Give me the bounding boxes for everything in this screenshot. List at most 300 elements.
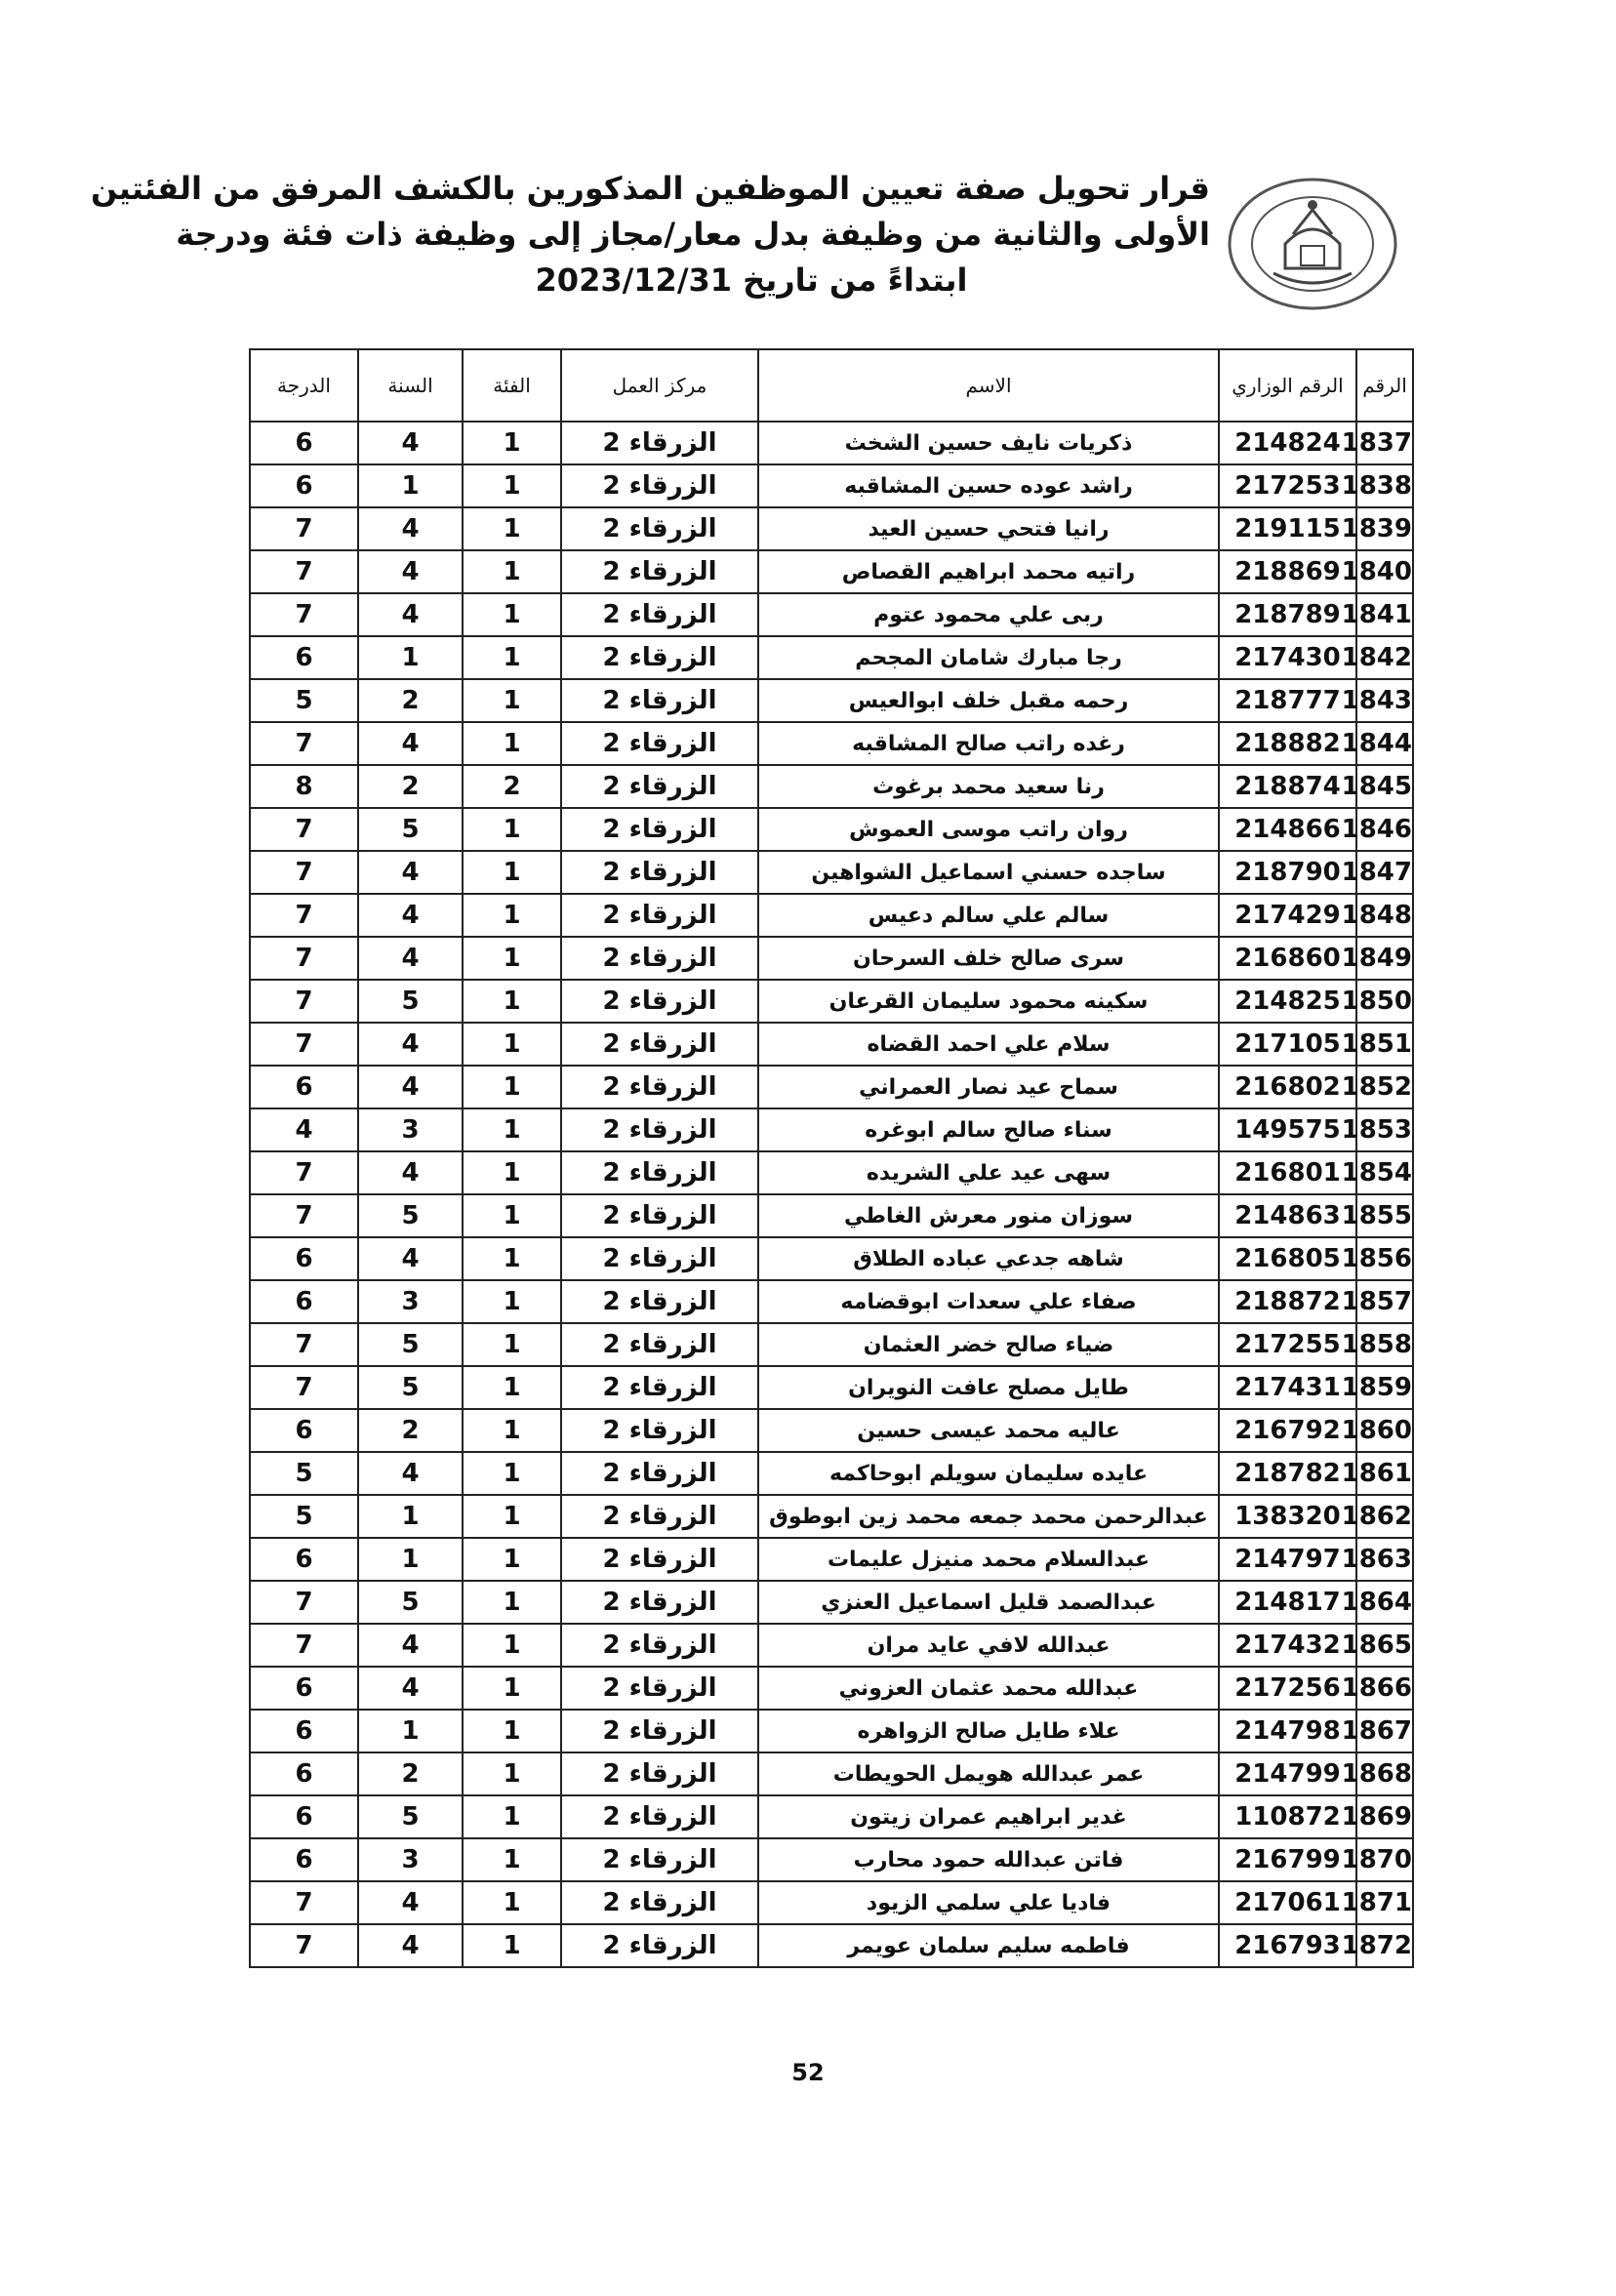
cell-workplace: الزرقاء 2 [561, 1066, 758, 1108]
cell-number: 1860 [1356, 1409, 1413, 1452]
cell-workplace: الزرقاء 2 [561, 1237, 758, 1280]
cell-year: 4 [358, 1624, 463, 1667]
cell-workplace: الزرقاء 2 [561, 808, 758, 851]
cell-grade: 7 [250, 980, 358, 1023]
cell-grade: 6 [250, 1752, 358, 1795]
cell-name: ضياء صالح خضر العثمان [758, 1323, 1219, 1366]
cell-grade: 6 [250, 422, 358, 464]
cell-ministry-id: 216802 [1219, 1066, 1356, 1108]
cell-grade: 7 [250, 808, 358, 851]
cell-category: 1 [463, 1323, 561, 1366]
cell-number: 1848 [1356, 894, 1413, 937]
cell-number: 1866 [1356, 1667, 1413, 1710]
cell-year: 4 [358, 1023, 463, 1066]
cell-grade: 7 [250, 937, 358, 980]
cell-grade: 7 [250, 507, 358, 550]
employee-table [249, 348, 1414, 1968]
cell-category: 1 [463, 1881, 561, 1924]
cell-workplace: الزرقاء 2 [561, 636, 758, 679]
cell-number: 1839 [1356, 507, 1413, 550]
table-row [250, 1409, 1413, 1452]
cell-year: 4 [358, 550, 463, 593]
cell-grade: 7 [250, 1023, 358, 1066]
table-row [250, 593, 1413, 636]
cell-grade: 7 [250, 1581, 358, 1624]
cell-ministry-id: 218777 [1219, 679, 1356, 722]
cell-workplace: الزرقاء 2 [561, 593, 758, 636]
cell-grade: 4 [250, 1108, 358, 1151]
cell-ministry-id: 218869 [1219, 550, 1356, 593]
header-title-line-3: ابتداءً من تاريخ 2023/12/31 [535, 262, 968, 299]
cell-year: 2 [358, 1409, 463, 1452]
cell-name: ساجده حسني اسماعيل الشواهين [758, 851, 1219, 894]
cell-number: 1862 [1356, 1495, 1413, 1538]
table-row [250, 1710, 1413, 1752]
cell-category: 1 [463, 1280, 561, 1323]
cell-year: 4 [358, 722, 463, 765]
cell-name: شاهه جدعي عباده الطلاق [758, 1237, 1219, 1280]
cell-grade: 6 [250, 464, 358, 507]
cell-workplace: الزرقاء 2 [561, 1624, 758, 1667]
cell-ministry-id: 149575 [1219, 1108, 1356, 1151]
cell-ministry-id: 217255 [1219, 1323, 1356, 1366]
cell-workplace: الزرقاء 2 [561, 894, 758, 937]
cell-category: 1 [463, 1066, 561, 1108]
cell-grade: 6 [250, 1409, 358, 1452]
cell-workplace: الزرقاء 2 [561, 507, 758, 550]
cell-year: 4 [358, 507, 463, 550]
cell-category: 1 [463, 593, 561, 636]
column-header-number: الرقم [1356, 349, 1413, 422]
cell-year: 4 [358, 422, 463, 464]
cell-name: فاتن عبدالله حمود محارب [758, 1838, 1219, 1881]
cell-grade: 6 [250, 1838, 358, 1881]
table-row [250, 1924, 1413, 1967]
cell-year: 1 [358, 464, 463, 507]
cell-number: 1838 [1356, 464, 1413, 507]
cell-workplace: الزرقاء 2 [561, 1495, 758, 1538]
cell-number: 1850 [1356, 980, 1413, 1023]
table-row [250, 1838, 1413, 1881]
cell-grade: 7 [250, 1624, 358, 1667]
cell-number: 1853 [1356, 1108, 1413, 1151]
cell-name: سماح عيد نصار العمراني [758, 1066, 1219, 1108]
cell-number: 1867 [1356, 1710, 1413, 1752]
cell-category: 1 [463, 1924, 561, 1967]
cell-grade: 7 [250, 1924, 358, 1967]
cell-ministry-id: 216792 [1219, 1409, 1356, 1452]
table-header-row [250, 349, 1413, 422]
cell-workplace: الزرقاء 2 [561, 550, 758, 593]
cell-name: عمر عبدالله هويمل الحويطات [758, 1752, 1219, 1795]
cell-category: 2 [463, 765, 561, 808]
cell-grade: 7 [250, 1323, 358, 1366]
cell-grade: 6 [250, 1066, 358, 1108]
cell-number: 1840 [1356, 550, 1413, 593]
cell-category: 1 [463, 464, 561, 507]
table-row [250, 1752, 1413, 1795]
column-header-ministry-id: الرقم الوزاري [1219, 349, 1356, 422]
cell-number: 1864 [1356, 1581, 1413, 1624]
cell-number: 1851 [1356, 1023, 1413, 1066]
cell-ministry-id: 217432 [1219, 1624, 1356, 1667]
cell-category: 1 [463, 422, 561, 464]
column-header-workplace: مركز العمل [561, 349, 758, 422]
table-row [250, 636, 1413, 679]
cell-category: 1 [463, 1581, 561, 1624]
cell-grade: 7 [250, 722, 358, 765]
cell-ministry-id: 217253 [1219, 464, 1356, 507]
cell-number: 1861 [1356, 1452, 1413, 1495]
cell-number: 1842 [1356, 636, 1413, 679]
cell-name: رانيا فتحي حسين العيد [758, 507, 1219, 550]
table-row [250, 1023, 1413, 1066]
cell-name: سوزان منور معرش الغاطي [758, 1194, 1219, 1237]
cell-name: غدير ابراهيم عمران زيتون [758, 1795, 1219, 1838]
cell-number: 1856 [1356, 1237, 1413, 1280]
cell-grade: 6 [250, 1538, 358, 1581]
table-row [250, 464, 1413, 507]
table-row [250, 894, 1413, 937]
cell-workplace: الزرقاء 2 [561, 464, 758, 507]
cell-ministry-id: 214817 [1219, 1581, 1356, 1624]
cell-number: 1847 [1356, 851, 1413, 894]
table-row [250, 1881, 1413, 1924]
cell-number: 1855 [1356, 1194, 1413, 1237]
cell-year: 4 [358, 937, 463, 980]
cell-year: 2 [358, 679, 463, 722]
cell-category: 1 [463, 894, 561, 937]
cell-category: 1 [463, 1495, 561, 1538]
cell-number: 1858 [1356, 1323, 1413, 1366]
cell-category: 1 [463, 937, 561, 980]
cell-year: 3 [358, 1280, 463, 1323]
cell-category: 1 [463, 1108, 561, 1151]
cell-ministry-id: 214866 [1219, 808, 1356, 851]
cell-category: 1 [463, 1237, 561, 1280]
cell-ministry-id: 219115 [1219, 507, 1356, 550]
cell-number: 1870 [1356, 1838, 1413, 1881]
cell-grade: 7 [250, 1151, 358, 1194]
cell-grade: 6 [250, 1795, 358, 1838]
cell-grade: 5 [250, 1495, 358, 1538]
cell-year: 1 [358, 1710, 463, 1752]
cell-name: فاديا علي سلمي الزيود [758, 1881, 1219, 1924]
cell-name: علاء طايل صالح الزواهره [758, 1710, 1219, 1752]
cell-grade: 6 [250, 1280, 358, 1323]
cell-year: 3 [358, 1838, 463, 1881]
cell-year: 5 [358, 1366, 463, 1409]
cell-year: 2 [358, 765, 463, 808]
table-row [250, 851, 1413, 894]
cell-category: 1 [463, 507, 561, 550]
cell-name: ذكريات نايف حسين الشخث [758, 422, 1219, 464]
cell-workplace: الزرقاء 2 [561, 1108, 758, 1151]
cell-category: 1 [463, 980, 561, 1023]
cell-ministry-id: 214825 [1219, 980, 1356, 1023]
cell-ministry-id: 217431 [1219, 1366, 1356, 1409]
cell-name: فاطمه سليم سلمان عويمر [758, 1924, 1219, 1967]
cell-ministry-id: 218882 [1219, 722, 1356, 765]
cell-workplace: الزرقاء 2 [561, 1409, 758, 1452]
cell-grade: 6 [250, 636, 358, 679]
table-row [250, 937, 1413, 980]
table-row [250, 1280, 1413, 1323]
column-header-category: الفئة [463, 349, 561, 422]
cell-workplace: الزرقاء 2 [561, 937, 758, 980]
cell-ministry-id: 217256 [1219, 1667, 1356, 1710]
cell-number: 1865 [1356, 1624, 1413, 1667]
cell-ministry-id: 216801 [1219, 1151, 1356, 1194]
cell-number: 1844 [1356, 722, 1413, 765]
cell-year: 5 [358, 1194, 463, 1237]
cell-number: 1849 [1356, 937, 1413, 980]
cell-name: عبدالله لافي عايد مران [758, 1624, 1219, 1667]
cell-workplace: الزرقاء 2 [561, 1452, 758, 1495]
cell-grade: 6 [250, 1237, 358, 1280]
cell-grade: 7 [250, 1881, 358, 1924]
table-row [250, 1366, 1413, 1409]
table-row [250, 550, 1413, 593]
cell-year: 4 [358, 1237, 463, 1280]
cell-number: 1846 [1356, 808, 1413, 851]
table-row [250, 1581, 1413, 1624]
cell-number: 1843 [1356, 679, 1413, 722]
cell-number: 1857 [1356, 1280, 1413, 1323]
cell-workplace: الزرقاء 2 [561, 1151, 758, 1194]
cell-name: سهى عيد علي الشريده [758, 1151, 1219, 1194]
cell-year: 3 [358, 1108, 463, 1151]
cell-workplace: الزرقاء 2 [561, 1323, 758, 1366]
cell-number: 1837 [1356, 422, 1413, 464]
document-header [90, 166, 1210, 303]
cell-year: 4 [358, 593, 463, 636]
cell-ministry-id: 110872 [1219, 1795, 1356, 1838]
cell-category: 1 [463, 1194, 561, 1237]
cell-name: سلام علي احمد القضاه [758, 1023, 1219, 1066]
cell-workplace: الزرقاء 2 [561, 1710, 758, 1752]
header-title-line-1: قرار تحويل صفة تعيين الموظفين المذكورين بالكشف المرفق من الفئتين [90, 170, 1210, 207]
cell-year: 1 [358, 636, 463, 679]
cell-grade: 7 [250, 1366, 358, 1409]
cell-name: راشد عوده حسين المشاقبه [758, 464, 1219, 507]
cell-number: 1872 [1356, 1924, 1413, 1967]
cell-category: 1 [463, 1710, 561, 1752]
cell-year: 5 [358, 1795, 463, 1838]
cell-ministry-id: 218782 [1219, 1452, 1356, 1495]
cell-name: روان راتب موسى العموش [758, 808, 1219, 851]
table-row [250, 679, 1413, 722]
table-row [250, 1667, 1413, 1710]
cell-category: 1 [463, 1023, 561, 1066]
cell-name: عايده سليمان سويلم ابوحاكمه [758, 1452, 1219, 1495]
cell-category: 1 [463, 851, 561, 894]
cell-ministry-id: 138320 [1219, 1495, 1356, 1538]
cell-workplace: الزرقاء 2 [561, 722, 758, 765]
cell-category: 1 [463, 1624, 561, 1667]
cell-grade: 6 [250, 1667, 358, 1710]
cell-workplace: الزرقاء 2 [561, 422, 758, 464]
ministry-seal-icon [1225, 176, 1400, 312]
cell-ministry-id: 216860 [1219, 937, 1356, 980]
column-header-name: الاسم [758, 349, 1219, 422]
cell-name: عبدالله محمد عثمان العزوني [758, 1667, 1219, 1710]
cell-year: 4 [358, 1452, 463, 1495]
cell-ministry-id: 214863 [1219, 1194, 1356, 1237]
table-row [250, 808, 1413, 851]
cell-name: عبدالصمد قليل اسماعيل العنزي [758, 1581, 1219, 1624]
cell-ministry-id: 214799 [1219, 1752, 1356, 1795]
cell-ministry-id: 218789 [1219, 593, 1356, 636]
table-row [250, 1323, 1413, 1366]
cell-year: 4 [358, 1151, 463, 1194]
table-row [250, 722, 1413, 765]
cell-name: عاليه محمد عيسى حسين [758, 1409, 1219, 1452]
cell-category: 1 [463, 1452, 561, 1495]
cell-grade: 7 [250, 894, 358, 937]
table-row [250, 1066, 1413, 1108]
cell-grade: 7 [250, 550, 358, 593]
cell-year: 5 [358, 808, 463, 851]
cell-year: 4 [358, 1667, 463, 1710]
cell-grade: 7 [250, 1194, 358, 1237]
cell-ministry-id: 216799 [1219, 1838, 1356, 1881]
cell-grade: 7 [250, 851, 358, 894]
cell-grade: 5 [250, 679, 358, 722]
table-row [250, 1194, 1413, 1237]
cell-workplace: الزرقاء 2 [561, 1795, 758, 1838]
cell-workplace: الزرقاء 2 [561, 1838, 758, 1881]
cell-number: 1845 [1356, 765, 1413, 808]
table-row [250, 1538, 1413, 1581]
cell-grade: 6 [250, 1710, 358, 1752]
cell-name: سرى صالح خلف السرحان [758, 937, 1219, 980]
cell-workplace: الزرقاء 2 [561, 980, 758, 1023]
cell-ministry-id: 214797 [1219, 1538, 1356, 1581]
cell-name: طايل مصلح عافت النويران [758, 1366, 1219, 1409]
cell-year: 5 [358, 1323, 463, 1366]
cell-ministry-id: 217429 [1219, 894, 1356, 937]
cell-workplace: الزرقاء 2 [561, 679, 758, 722]
cell-category: 1 [463, 1409, 561, 1452]
cell-ministry-id: 218874 [1219, 765, 1356, 808]
cell-workplace: الزرقاء 2 [561, 1538, 758, 1581]
cell-workplace: الزرقاء 2 [561, 765, 758, 808]
cell-ministry-id: 218872 [1219, 1280, 1356, 1323]
cell-year: 4 [358, 851, 463, 894]
cell-category: 1 [463, 722, 561, 765]
cell-name: سالم علي سالم دعيس [758, 894, 1219, 937]
cell-category: 1 [463, 636, 561, 679]
table-row [250, 1237, 1413, 1280]
cell-category: 1 [463, 1752, 561, 1795]
cell-ministry-id: 214824 [1219, 422, 1356, 464]
cell-category: 1 [463, 550, 561, 593]
column-header-grade: الدرجة [250, 349, 358, 422]
table-row [250, 1108, 1413, 1151]
cell-workplace: الزرقاء 2 [561, 1667, 758, 1710]
cell-category: 1 [463, 1838, 561, 1881]
cell-number: 1854 [1356, 1151, 1413, 1194]
cell-category: 1 [463, 808, 561, 851]
cell-number: 1863 [1356, 1538, 1413, 1581]
cell-ministry-id: 214798 [1219, 1710, 1356, 1752]
cell-number: 1859 [1356, 1366, 1413, 1409]
cell-workplace: الزرقاء 2 [561, 1194, 758, 1237]
cell-year: 5 [358, 980, 463, 1023]
cell-grade: 7 [250, 593, 358, 636]
cell-workplace: الزرقاء 2 [561, 851, 758, 894]
cell-workplace: الزرقاء 2 [561, 1280, 758, 1323]
cell-ministry-id: 216793 [1219, 1924, 1356, 1967]
table-row [250, 507, 1413, 550]
cell-category: 1 [463, 1538, 561, 1581]
cell-name: رنا سعيد محمد برغوث [758, 765, 1219, 808]
column-header-year: السنة [358, 349, 463, 422]
cell-name: رغده راتب صالح المشاقبه [758, 722, 1219, 765]
table-row [250, 1151, 1413, 1194]
cell-workplace: الزرقاء 2 [561, 1924, 758, 1967]
cell-workplace: الزرقاء 2 [561, 1581, 758, 1624]
cell-category: 1 [463, 1151, 561, 1194]
table-row [250, 1495, 1413, 1538]
cell-name: سناء صالح سالم ابوغره [758, 1108, 1219, 1151]
cell-year: 4 [358, 894, 463, 937]
cell-name: صفاء علي سعدات ابوقضامه [758, 1280, 1219, 1323]
cell-name: رجا مبارك شامان المجحم [758, 636, 1219, 679]
cell-year: 2 [358, 1752, 463, 1795]
cell-year: 4 [358, 1924, 463, 1967]
cell-name: عبدالرحمن محمد جمعه محمد زين ابوطوق [758, 1495, 1219, 1538]
cell-ministry-id: 216805 [1219, 1237, 1356, 1280]
cell-ministry-id: 217061 [1219, 1881, 1356, 1924]
cell-year: 5 [358, 1581, 463, 1624]
cell-name: عبدالسلام محمد منيزل عليمات [758, 1538, 1219, 1581]
cell-category: 1 [463, 1795, 561, 1838]
cell-name: ربى علي محمود عتوم [758, 593, 1219, 636]
table-row [250, 980, 1413, 1023]
cell-year: 4 [358, 1881, 463, 1924]
cell-category: 1 [463, 1366, 561, 1409]
table-row [250, 765, 1413, 808]
cell-year: 1 [358, 1538, 463, 1581]
cell-ministry-id: 218790 [1219, 851, 1356, 894]
cell-grade: 8 [250, 765, 358, 808]
cell-workplace: الزرقاء 2 [561, 1881, 758, 1924]
cell-number: 1852 [1356, 1066, 1413, 1108]
cell-workplace: الزرقاء 2 [561, 1752, 758, 1795]
cell-number: 1841 [1356, 593, 1413, 636]
cell-number: 1871 [1356, 1881, 1413, 1924]
page-number: 52 [791, 2059, 825, 2086]
table-row [250, 1624, 1413, 1667]
cell-number: 1869 [1356, 1795, 1413, 1838]
cell-category: 1 [463, 679, 561, 722]
cell-name: سكينه محمود سليمان القرعان [758, 980, 1219, 1023]
table-row [250, 422, 1413, 464]
table-row [250, 1795, 1413, 1838]
cell-workplace: الزرقاء 2 [561, 1023, 758, 1066]
cell-name: رحمه مقبل خلف ابوالعيس [758, 679, 1219, 722]
header-title-line-2: الأولى والثانية من وظيفة بدل معار/مجاز إلى وظيفة ذات فئة ودرجة [176, 216, 1210, 253]
cell-grade: 5 [250, 1452, 358, 1495]
cell-year: 1 [358, 1495, 463, 1538]
cell-category: 1 [463, 1667, 561, 1710]
cell-year: 4 [358, 1066, 463, 1108]
table-row [250, 1452, 1413, 1495]
cell-workplace: الزرقاء 2 [561, 1366, 758, 1409]
cell-number: 1868 [1356, 1752, 1413, 1795]
